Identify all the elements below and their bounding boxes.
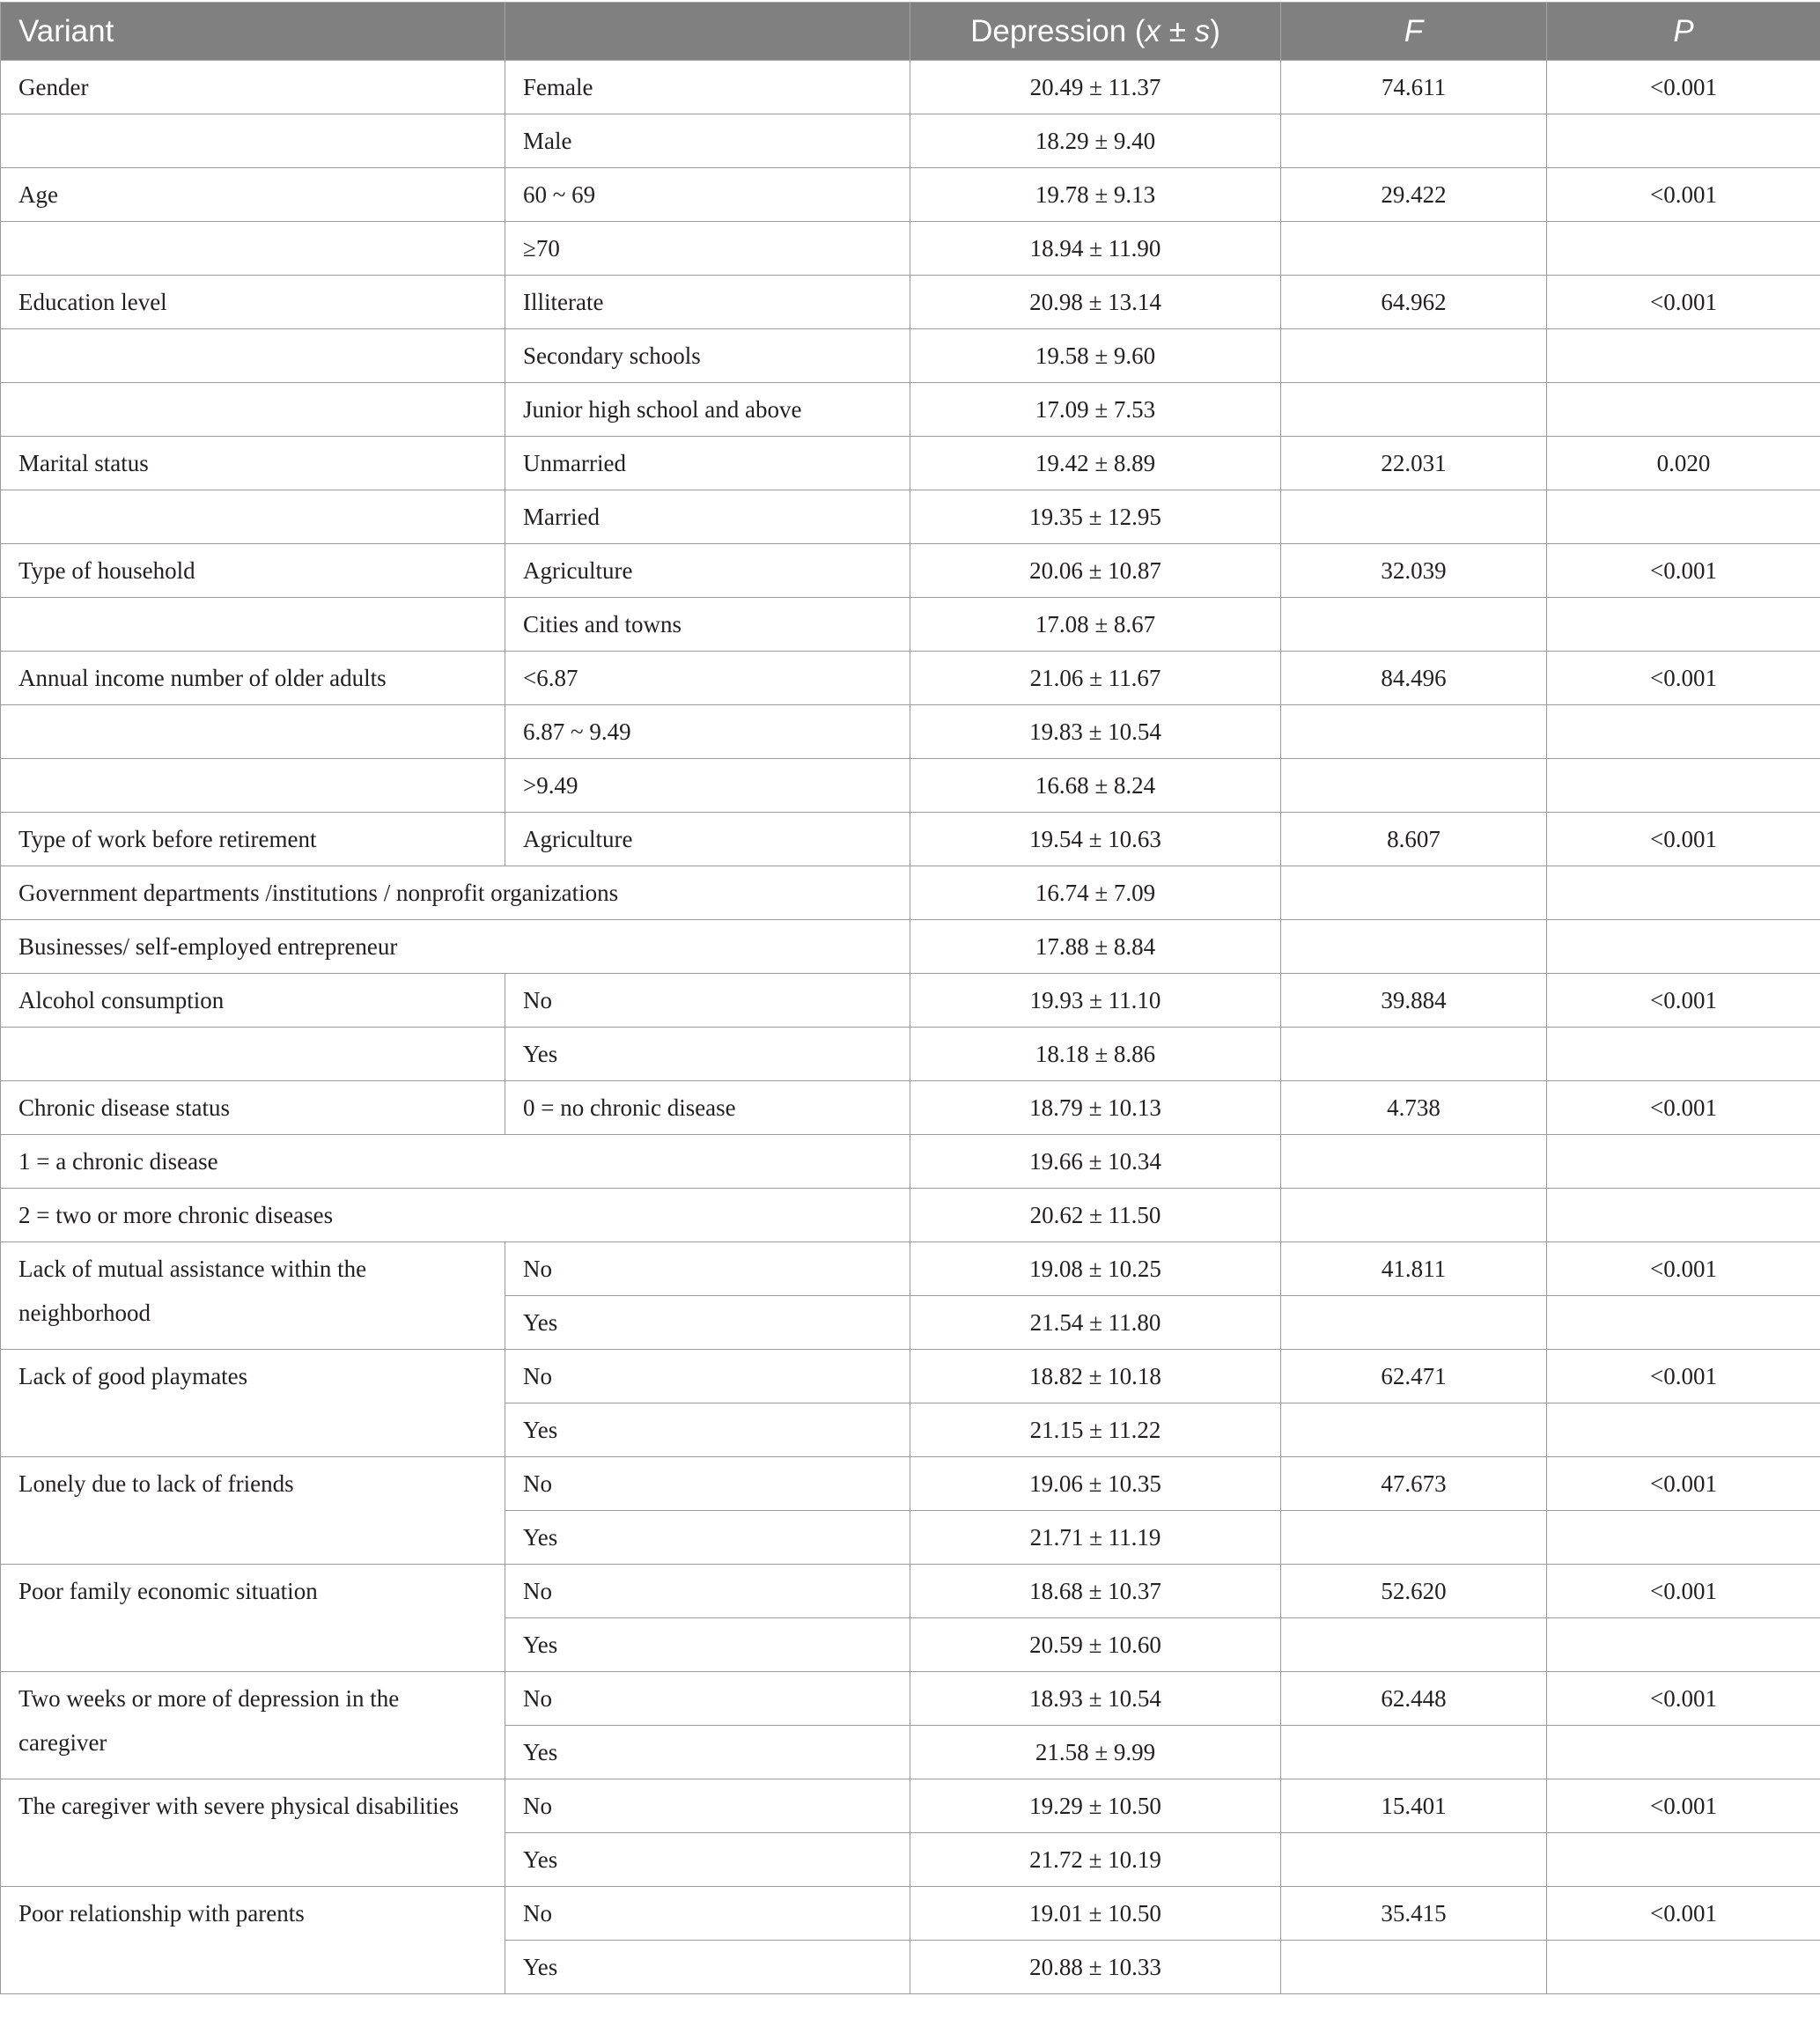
p-value-cell: <0.001 (1547, 276, 1820, 329)
variant-cell: Type of household (1, 544, 505, 598)
table-row (1, 1081, 1820, 1135)
variant-cell: Lack of mutual assistance within the neighborhood (1, 1242, 505, 1350)
p-value-cell (1547, 866, 1820, 920)
depression-cell: 18.18 ± 8.86 (910, 1028, 1281, 1081)
depression-cell: 18.68 ± 10.37 (910, 1565, 1281, 1618)
category-cell: Yes (505, 1028, 910, 1081)
f-value-cell: 84.496 (1281, 652, 1547, 705)
header-depression (910, 3, 1281, 61)
depression-cell: 17.08 ± 8.67 (910, 598, 1281, 652)
header-category (505, 3, 910, 61)
depression-cell: 18.94 ± 11.90 (910, 222, 1281, 276)
p-value-cell: <0.001 (1547, 168, 1820, 222)
depression-cell: 21.72 ± 10.19 (910, 1833, 1281, 1887)
p-value-cell (1547, 1135, 1820, 1189)
f-value-cell (1281, 114, 1547, 168)
variant-cell: Annual income number of older adults (1, 652, 505, 705)
depression-cell: 19.83 ± 10.54 (910, 705, 1281, 759)
f-value-cell (1281, 329, 1547, 383)
p-value-cell: <0.001 (1547, 974, 1820, 1028)
variant-cell (1, 705, 505, 759)
category-cell: Yes (505, 1511, 910, 1565)
category-cell: No (505, 1565, 910, 1618)
p-value-cell (1547, 329, 1820, 383)
p-value-cell (1547, 490, 1820, 544)
table-row (1, 1242, 1820, 1296)
f-value-cell: 62.471 (1281, 1350, 1547, 1403)
p-value-cell: <0.001 (1547, 61, 1820, 114)
variant-cell: Gender (1, 61, 505, 114)
f-value-cell (1281, 920, 1547, 974)
category-cell: 60 ~ 69 (505, 168, 910, 222)
depression-cell: 20.62 ± 11.50 (910, 1189, 1281, 1242)
category-cell: Yes (505, 1941, 910, 1994)
table-header (1, 3, 1820, 61)
table-row (1, 1887, 1820, 1941)
variant-cell: Alcohol consumption (1, 974, 505, 1028)
p-value-cell: <0.001 (1547, 1887, 1820, 1941)
category-cell: Male (505, 114, 910, 168)
depression-cell: 19.66 ± 10.34 (910, 1135, 1281, 1189)
depression-cell: 19.54 ± 10.63 (910, 813, 1281, 866)
table-body (1, 61, 1820, 1994)
f-value-cell: 64.962 (1281, 276, 1547, 329)
f-value-cell (1281, 1189, 1547, 1242)
table-row (1, 276, 1820, 329)
table-row (1, 1457, 1820, 1511)
variant-cell (1, 114, 505, 168)
f-value-cell (1281, 1028, 1547, 1081)
depression-cell: 18.82 ± 10.18 (910, 1350, 1281, 1403)
depression-cell: 19.06 ± 10.35 (910, 1457, 1281, 1511)
f-value-cell: 22.031 (1281, 437, 1547, 490)
header-p-label: P (1673, 13, 1694, 48)
category-cell: Secondary schools (505, 329, 910, 383)
f-value-cell (1281, 866, 1547, 920)
depression-cell: 19.29 ± 10.50 (910, 1779, 1281, 1833)
table-row (1, 1779, 1820, 1833)
table-row (1, 759, 1820, 813)
variant-cell: Chronic disease status (1, 1081, 505, 1135)
f-value-cell: 39.884 (1281, 974, 1547, 1028)
variant-cell: 2 = two or more chronic diseases (1, 1189, 910, 1242)
depression-table (0, 2, 1820, 1994)
category-cell: Yes (505, 1296, 910, 1350)
category-cell: No (505, 1242, 910, 1296)
table-row (1, 490, 1820, 544)
category-cell: No (505, 1672, 910, 1726)
p-value-cell: <0.001 (1547, 813, 1820, 866)
p-value-cell (1547, 1941, 1820, 1994)
f-value-cell: 29.422 (1281, 168, 1547, 222)
category-cell: No (505, 974, 910, 1028)
category-cell: <6.87 (505, 652, 910, 705)
p-value-cell: <0.001 (1547, 1457, 1820, 1511)
p-value-cell (1547, 920, 1820, 974)
p-value-cell (1547, 383, 1820, 437)
f-value-cell (1281, 1403, 1547, 1457)
table-row (1, 114, 1820, 168)
depression-cell: 20.88 ± 10.33 (910, 1941, 1281, 1994)
variant-cell: Type of work before retirement (1, 813, 505, 866)
header-f-label: F (1404, 13, 1424, 48)
category-cell: Female (505, 61, 910, 114)
category-cell: ≥70 (505, 222, 910, 276)
f-value-cell (1281, 1941, 1547, 1994)
table-row (1, 598, 1820, 652)
category-cell: >9.49 (505, 759, 910, 813)
table-row (1, 813, 1820, 866)
table-row (1, 1189, 1820, 1242)
depression-cell: 21.71 ± 11.19 (910, 1511, 1281, 1565)
table-row (1, 1135, 1820, 1189)
depression-cell: 19.08 ± 10.25 (910, 1242, 1281, 1296)
f-value-cell (1281, 1618, 1547, 1672)
depression-cell: 18.29 ± 9.40 (910, 114, 1281, 168)
category-cell: No (505, 1887, 910, 1941)
p-value-cell (1547, 1618, 1820, 1672)
f-value-cell: 15.401 (1281, 1779, 1547, 1833)
p-value-cell (1547, 1189, 1820, 1242)
p-value-cell: <0.001 (1547, 544, 1820, 598)
p-value-cell (1547, 222, 1820, 276)
f-value-cell (1281, 1296, 1547, 1350)
variant-cell: Two weeks or more of depression in the caregiver (1, 1672, 505, 1779)
f-value-cell (1281, 759, 1547, 813)
depression-cell: 21.58 ± 9.99 (910, 1726, 1281, 1779)
table-row (1, 168, 1820, 222)
table-row (1, 544, 1820, 598)
f-value-cell (1281, 1726, 1547, 1779)
p-value-cell (1547, 1028, 1820, 1081)
category-cell: Yes (505, 1726, 910, 1779)
depression-cell: 17.09 ± 7.53 (910, 383, 1281, 437)
depression-cell: 21.15 ± 11.22 (910, 1403, 1281, 1457)
depression-cell: 21.06 ± 11.67 (910, 652, 1281, 705)
p-value-cell: 0.020 (1547, 437, 1820, 490)
table-row (1, 1028, 1820, 1081)
depression-cell: 21.54 ± 11.80 (910, 1296, 1281, 1350)
category-cell: Yes (505, 1618, 910, 1672)
f-value-cell: 62.448 (1281, 1672, 1547, 1726)
category-cell: No (505, 1457, 910, 1511)
f-value-cell (1281, 705, 1547, 759)
p-value-cell: <0.001 (1547, 652, 1820, 705)
header-f (1281, 3, 1547, 61)
p-value-cell: <0.001 (1547, 1779, 1820, 1833)
table-row (1, 1565, 1820, 1618)
f-value-cell (1281, 383, 1547, 437)
p-value-cell: <0.001 (1547, 1350, 1820, 1403)
header-depression-x: x (1145, 13, 1161, 48)
table-row (1, 1672, 1820, 1726)
f-value-cell (1281, 490, 1547, 544)
p-value-cell (1547, 1726, 1820, 1779)
depression-cell: 17.88 ± 8.84 (910, 920, 1281, 974)
category-cell: Yes (505, 1403, 910, 1457)
category-cell: Married (505, 490, 910, 544)
depression-cell: 19.58 ± 9.60 (910, 329, 1281, 383)
p-value-cell: <0.001 (1547, 1672, 1820, 1726)
category-cell: No (505, 1779, 910, 1833)
variant-cell (1, 598, 505, 652)
table-row (1, 652, 1820, 705)
table-row (1, 61, 1820, 114)
p-value-cell (1547, 598, 1820, 652)
depression-cell: 18.79 ± 10.13 (910, 1081, 1281, 1135)
variant-cell: The caregiver with severe physical disabilities (1, 1779, 505, 1887)
f-value-cell: 52.620 (1281, 1565, 1547, 1618)
variant-cell: 1 = a chronic disease (1, 1135, 910, 1189)
f-value-cell: 74.611 (1281, 61, 1547, 114)
variant-cell: Marital status (1, 437, 505, 490)
table-row (1, 705, 1820, 759)
depression-cell: 16.74 ± 7.09 (910, 866, 1281, 920)
header-p (1547, 3, 1820, 61)
depression-cell: 20.98 ± 13.14 (910, 276, 1281, 329)
p-value-cell: <0.001 (1547, 1242, 1820, 1296)
header-depression-close: ) (1210, 13, 1220, 48)
variant-cell: Businesses/ self-employed entrepreneur (1, 920, 910, 974)
p-value-cell (1547, 114, 1820, 168)
f-value-cell (1281, 222, 1547, 276)
category-cell: Cities and towns (505, 598, 910, 652)
p-value-cell (1547, 1296, 1820, 1350)
p-value-cell (1547, 1403, 1820, 1457)
category-cell: 6.87 ~ 9.49 (505, 705, 910, 759)
variant-cell (1, 383, 505, 437)
variant-cell: Lonely due to lack of friends (1, 1457, 505, 1565)
variant-cell: Education level (1, 276, 505, 329)
f-value-cell: 35.415 (1281, 1887, 1547, 1941)
variant-cell: Government departments /institutions / nonprofit organizations (1, 866, 910, 920)
table-row (1, 222, 1820, 276)
header-row (1, 3, 1820, 61)
depression-cell: 20.59 ± 10.60 (910, 1618, 1281, 1672)
header-depression-label: Depression ( (970, 13, 1146, 48)
f-value-cell (1281, 1511, 1547, 1565)
p-value-cell (1547, 759, 1820, 813)
table-row (1, 329, 1820, 383)
f-value-cell (1281, 1135, 1547, 1189)
variant-cell: Poor family economic situation (1, 1565, 505, 1672)
depression-cell: 19.93 ± 11.10 (910, 974, 1281, 1028)
depression-cell: 16.68 ± 8.24 (910, 759, 1281, 813)
header-depression-pm: ± (1161, 13, 1195, 48)
category-cell: Unmarried (505, 437, 910, 490)
table-row (1, 437, 1820, 490)
header-depression-s: s (1194, 13, 1211, 48)
depression-cell: 19.01 ± 10.50 (910, 1887, 1281, 1941)
table-row (1, 920, 1820, 974)
table-row (1, 1350, 1820, 1403)
f-value-cell: 47.673 (1281, 1457, 1547, 1511)
depression-cell: 19.78 ± 9.13 (910, 168, 1281, 222)
depression-cell: 20.06 ± 10.87 (910, 544, 1281, 598)
p-value-cell (1547, 705, 1820, 759)
table-row (1, 383, 1820, 437)
variant-cell (1, 222, 505, 276)
variant-cell: Poor relationship with parents (1, 1887, 505, 1994)
depression-cell: 18.93 ± 10.54 (910, 1672, 1281, 1726)
p-value-cell: <0.001 (1547, 1081, 1820, 1135)
variant-cell (1, 759, 505, 813)
f-value-cell: 4.738 (1281, 1081, 1547, 1135)
table-row (1, 974, 1820, 1028)
variant-cell (1, 1028, 505, 1081)
depression-cell: 19.35 ± 12.95 (910, 490, 1281, 544)
category-cell: Agriculture (505, 544, 910, 598)
header-variant: Variant (1, 3, 505, 61)
depression-cell: 20.49 ± 11.37 (910, 61, 1281, 114)
category-cell: 0 = no chronic disease (505, 1081, 910, 1135)
category-cell: Junior high school and above (505, 383, 910, 437)
variant-cell (1, 329, 505, 383)
variant-cell: Age (1, 168, 505, 222)
f-value-cell: 32.039 (1281, 544, 1547, 598)
category-cell: No (505, 1350, 910, 1403)
f-value-cell: 41.811 (1281, 1242, 1547, 1296)
f-value-cell (1281, 1833, 1547, 1887)
f-value-cell (1281, 598, 1547, 652)
variant-cell: Lack of good playmates (1, 1350, 505, 1457)
p-value-cell: <0.001 (1547, 1565, 1820, 1618)
depression-cell: 19.42 ± 8.89 (910, 437, 1281, 490)
category-cell: Yes (505, 1833, 910, 1887)
p-value-cell (1547, 1833, 1820, 1887)
category-cell: Illiterate (505, 276, 910, 329)
variant-cell (1, 490, 505, 544)
f-value-cell: 8.607 (1281, 813, 1547, 866)
table-row (1, 866, 1820, 920)
p-value-cell (1547, 1511, 1820, 1565)
category-cell: Agriculture (505, 813, 910, 866)
